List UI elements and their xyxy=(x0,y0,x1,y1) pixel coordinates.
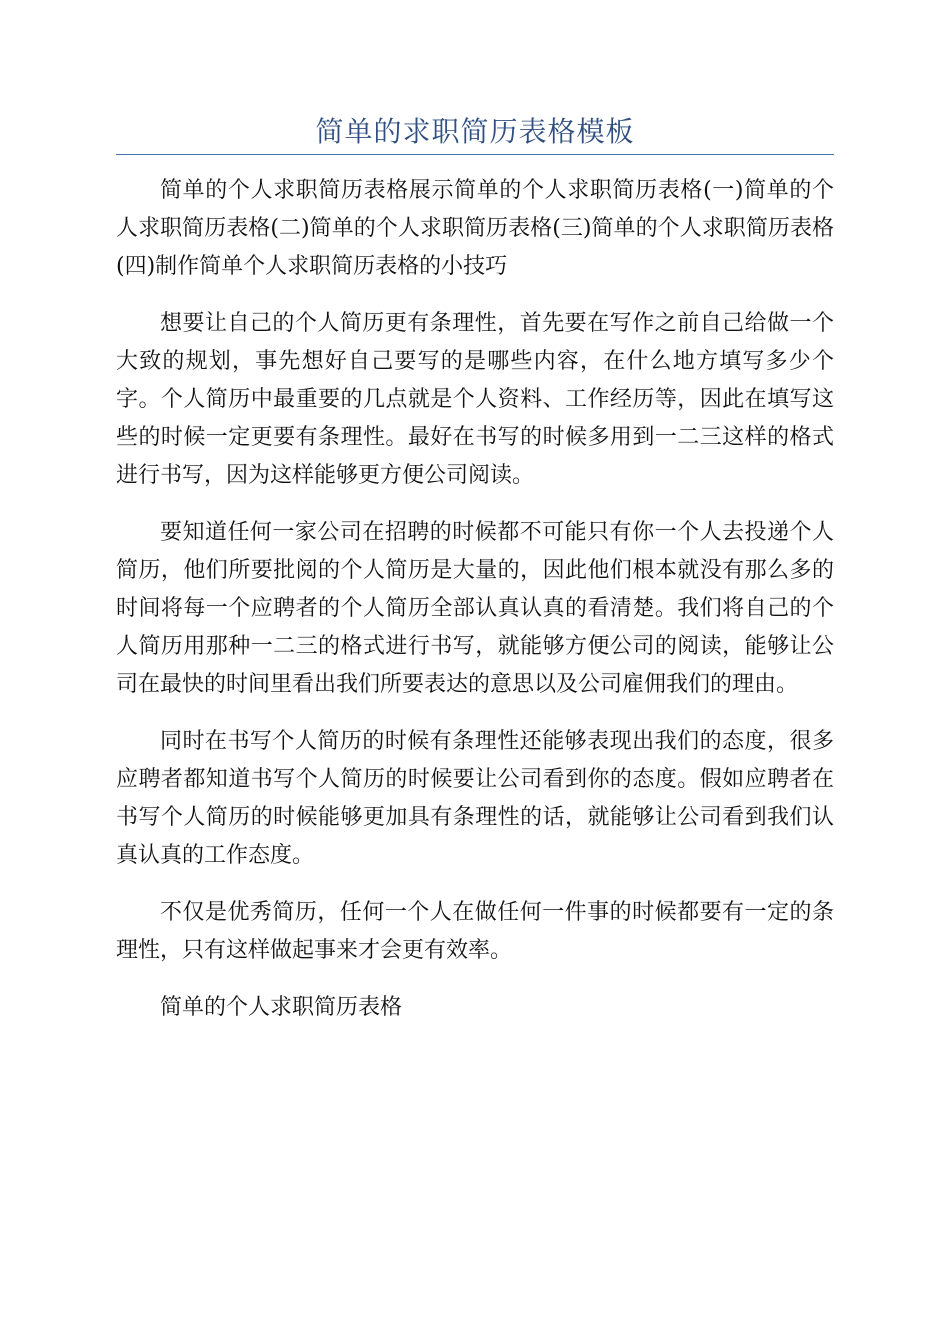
title-underline xyxy=(116,154,834,155)
paragraph-attitude: 同时在书写个人简历的时候有条理性还能够表现出我们的态度，很多应聘者都知道书写个人简历的时候要让公司看到你的态度。假如应聘者在书写个人简历的时候能够更加具有条理性的话，就能够让公司看到我们认真认真的工作态度。 xyxy=(116,729,834,868)
document-body xyxy=(116,172,834,1046)
page-title: 简单的求职简历表格模板 xyxy=(315,115,635,148)
paragraph-efficiency: 不仅是优秀简历，任何一个人在做任何一件事的时候都要有一定的条理性，只有这样做起事来才会更有效率。 xyxy=(116,900,834,963)
paragraph-intro: 简单的个人求职简历表格展示简单的个人求职简历表格(一)简单的个人求职简历表格(二)简单的个人求职简历表格(三)简单的个人求职简历表格(四)制作简单个人求职简历表格的小技巧 xyxy=(116,178,834,279)
paragraph-section-heading: 简单的个人求职简历表格 xyxy=(160,995,403,1020)
paragraph-planning: 想要让自己的个人简历更有条理性，首先要在写作之前自己给做一个大致的规划，事先想好自己要写的是哪些内容，在什么地方填写多少个字。个人简历中最重要的几点就是个人资料、工作经历等，因此在填写这些的时候一定更要有条理性。最好在书写的时候多用到一二三这样的格式进行书写，因为这样能够更方便公司阅读。 xyxy=(116,311,834,488)
title-block xyxy=(116,112,834,155)
paragraph-reading: 要知道任何一家公司在招聘的时候都不可能只有你一个人去投递个人简历，他们所要批阅的个人简历是大量的，因此他们根本就没有那么多的时间将每一个应聘者的个人简历全部认真认真的看清楚。我们将自己的个人简历用那种一二三的格式进行书写，就能够方便公司的阅读，能够让公司在最快的时间里看出我们所要表达的意思以及公司雇佣我们的理由。 xyxy=(116,520,834,697)
